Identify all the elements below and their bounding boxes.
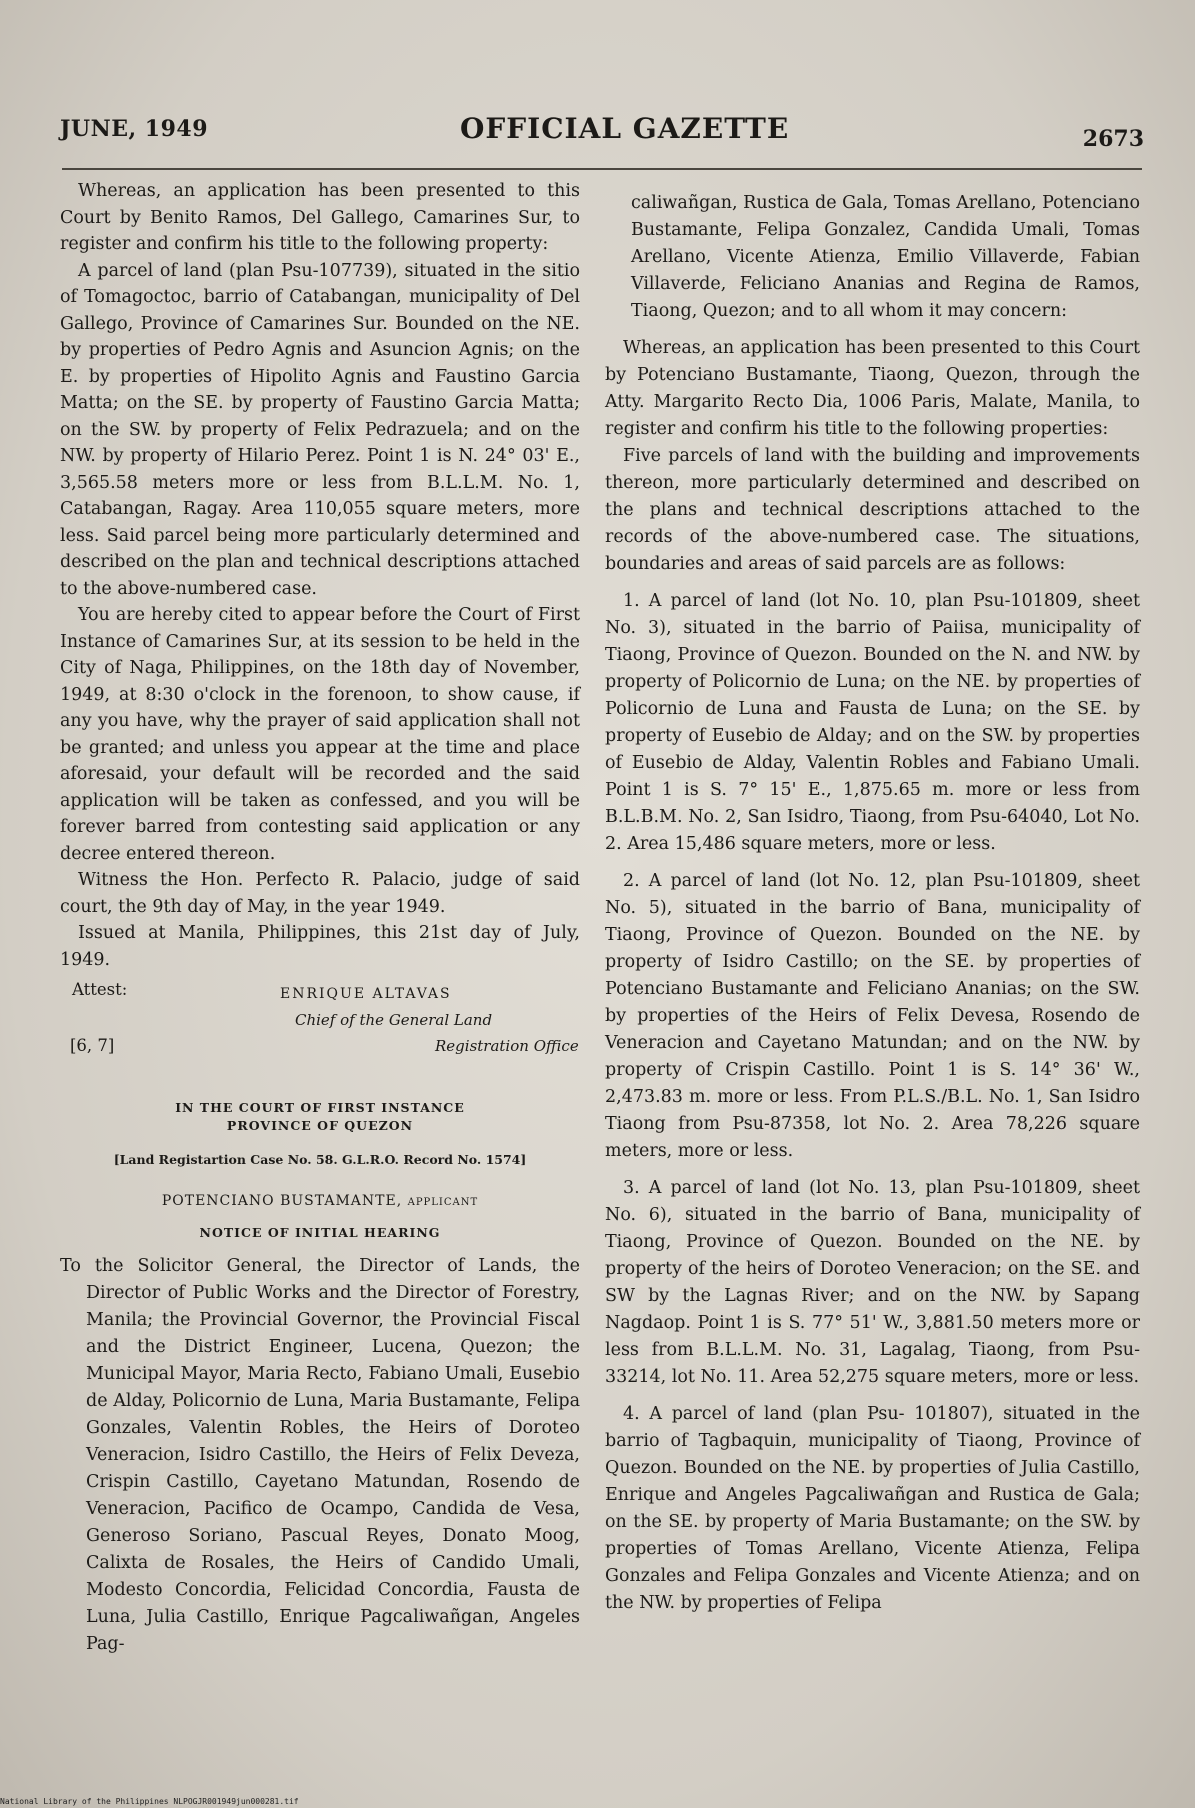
signatory-name: ENRIQUE ALTAVAS (280, 986, 452, 1002)
header-rule (62, 168, 1142, 170)
notice-title: NOTICE OF INITIAL HEARING (199, 1225, 441, 1240)
parcel-description: 1. A parcel of land (lot No. 10, plan Psu-101809, sheet No. 3), situated in the barrio of Paiisa, municipality of Tiaong, Province of Quezon. Bounded on the N. and NW. by property of Policornio de Luna; on the NE. by properties of Policornio de Luna and Fausta de Luna; on the SE. by property of Eusebio de Alday; and on the SW. by properties of Eusebio de Alday, Valentin Robles and Fabiano Umali. Point 1 is S. 7° 15' E., 1,875.65 m. more or less from B.L.B.M. No. 2, San Isidro, Tiaong, from Psu-64040, Lot No. 2. Area 15,486 square meters, more or less. (605, 591, 1140, 854)
page-number: 2673 (1082, 126, 1144, 152)
body-paragraph: Whereas, an application has been presented to this Court by Potenciano Bustamante, Tiaong, Quezon, through the Atty. Margarito Recto Dia, 1006 Paris, Malate, Manila, to register and confirm his title to the following properties: (605, 338, 1140, 439)
case-number: [Land Registartion Case No. 58. G.L.R.O. Record No. 1574] (113, 1152, 527, 1167)
court-heading (60, 1099, 580, 1135)
body-paragraph: Whereas, an application has been presented to this Court by Benito Ramos, Del Gallego, Camarines Sur, to register and confirm his title to the following property: (60, 181, 580, 254)
issue-reference: [6, 7] (70, 1036, 115, 1055)
scan-source-line: National Library of the Philippines NLPOGJR001949jun000281.tif (0, 1797, 299, 1806)
body-paragraph: You are hereby cited to appear before the Court of First Instance of Camarines Sur, at its session to be held in the City of Naga, Philippines, on the 18th day of November, 1949, at 8:30 o'clock in the forenoon, to show cause, if any you have, why the prayer of said application shall not be granted; and unless you appear at the time and place aforesaid, your default will be recorded and the said application will be taken as confessed, and you will be forever barred from contesting said application or any decree entered thereon. (60, 605, 580, 864)
attestation-block (60, 977, 580, 1059)
body-paragraph: Issued at Manila, Philippines, this 21st day of July, 1949. (60, 923, 580, 970)
signatory-title: Chief of the General Land (295, 1011, 493, 1029)
body-paragraph: A parcel of land (plan Psu-107739), situated in the sitio of Tomagoctoc, barrio of Catabangan, municipality of Del Gallego, Province of Camarines Sur. Bounded on the NE. by properties of Pedro Agnis and Asuncion Agnis; on the E. by properties of Hipolito Agnis and Faustino Garcia Matta; on the SE. by property of Faustino Garcia Matta; on the SW. by property of Felix Pedrazuela; and on the NW. by property of Hilario Perez. Point 1 is N. 24° 03' E., 3,565.58 meters more or less from B.L.L.M. No. 1, Catabangan, Ragay. Area 110,055 square meters, more less. Said parcel being more particularly determined and described on the plan and technical descriptions attached to the above-numbered case. (60, 260, 580, 599)
addressee-paragraph: To the Solicitor General, the Director of Lands, the Director of Public Works and the Director of Forestry, Manila; the Provincial Governor, the Provincial Fiscal and the District Engineer, Lucena, Quezon; the Municipal Mayor, Maria Recto, Fabiano Umali, Eusebio de Alday, Policornio de Luna, Maria Bustamante, Felipa Gonzales, Valentin Robles, the Heirs of Doroteo Veneracion, Isidro Castillo, the Heirs of Felix Deveza, Crispin Castillo, Cayetano Matundan, Rosendo de Veneracion, Pacifico de Ocampo, Candida de Vesa, Generoso Soriano, Pascual Reyes, Donato Moog, Calixta de Rosales, the Heirs of Candido Umali, Modesto Concordia, Felicidad Concordia, Fausta de Luna, Julia Castillo, Enrique Pagcaliwañgan, Angeles Pag- (60, 1255, 580, 1654)
parcel-description: 4. A parcel of land (plan Psu- 101807), situated in the barrio of Tagbaquin, municipality of Tiaong, Province of Quezon. Bounded on the NE. by properties of Julia Castillo, Enrique and Angeles Pagcaliwañgan and Rustica de Gala; on the SE. by property of Maria Bustamante; on the SW. by properties of Tomas Arellano, Vicente Atienza, Felipa Gonzales and Felipa Gonzales and Vicente Atienza; and on the NW. by properties of Felipa (605, 1404, 1140, 1613)
addressee-continuation: caliwañgan, Rustica de Gala, Tomas Arellano, Potenciano Bustamante, Felipa Gonzalez, Candida Umali, Tomas Arellano, Vicente Atienza, Emilio Villaverde, Fabian Villaverde, Feliciano Ananias and Regina de Ramos, Tiaong, Quezon; and to all whom it may concern: (631, 193, 1140, 321)
right-column (605, 190, 1140, 1617)
body-paragraph: Witness the Hon. Perfecto R. Palacio, judge of said court, the 9th day of May, in the year 1949. (60, 870, 580, 917)
court-line: IN THE COURT OF FIRST INSTANCE (175, 1100, 465, 1115)
publication-title: OFFICIAL GAZETTE (460, 112, 790, 145)
body-paragraph: Five parcels of land with the building and improvements thereon, more particularly determined and described on the plans and technical descriptions attached to the records of the above-numbered case. The situations, boundaries and areas of said parcels are as follows: (605, 446, 1140, 574)
issue-date: JUNE, 1949 (60, 116, 209, 142)
parcel-description: 2. A parcel of land (lot No. 12, plan Psu-101809, sheet No. 5), situated in the barrio of Bana, municipality of Tiaong, Province of Quezon. Bounded on the NE. by property of Isidro Castillo; on the SE. by properties of Potenciano Bustamante and Feliciano Ananias; on the SW. by properties of the Heirs of Felix Devesa, Rosendo de Veneracion and Cayetano Matundan; and on the NW. by property of Crispin Castillo. Point 1 is S. 14° 36' W., 2,473.83 m. more or less. From P.L.S./B.L. No. 1, San Isidro Tiaong from Psu-87358, lot No. 2. Area 78,226 square meters, more or less. (605, 871, 1140, 1161)
province-line: PROVINCE OF QUEZON (226, 1118, 414, 1133)
attest-label: Attest: (72, 980, 128, 999)
applicant-line: POTENCIANO BUSTAMANTE, applicant (161, 1192, 479, 1209)
signatory-office: Registration Office (435, 1037, 579, 1055)
page-header (60, 112, 1144, 152)
left-column (60, 178, 580, 1658)
parcel-description: 3. A parcel of land (lot No. 13, plan Psu-101809, sheet No. 6), situated in the barrio of Bana, municipality of Tiaong, Province of Quezon. Bounded on the NE. by property of the heirs of Doroteo Veneracion; on the SE. and SW by the Lagnas River; and on the NW. by Sapang Nagdaop. Point 1 is S. 77° 51' W., 3,881.50 meters more or less from B.L.L.M. No. 31, Lagalag, Tiaong, from Psu-33214, lot No. 11. Area 52,275 square meters, more or less. (605, 1178, 1140, 1387)
